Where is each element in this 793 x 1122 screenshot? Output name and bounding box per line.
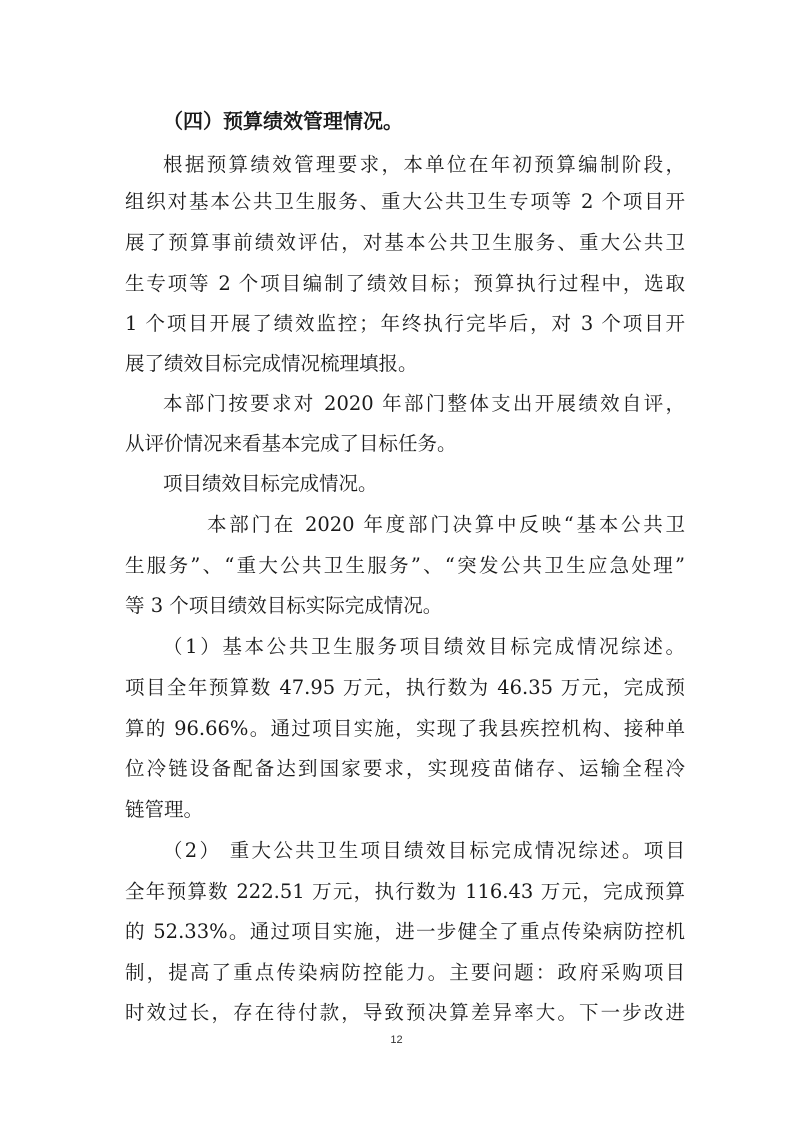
- paragraph-line: 从评价情况来看基本完成了目标任务。: [125, 432, 457, 455]
- paragraph-line: 生服务”、“重大公共卫生服务”、“突发公共卫生应急处理”: [125, 554, 685, 577]
- page-number: 12: [390, 1034, 403, 1046]
- paragraph-line: 项目全年预算数 47.95 万元，执行数为 46.35 万元，完成预: [125, 676, 685, 699]
- paragraph-line: 展了绩效目标完成情况梳理填报。: [125, 352, 418, 375]
- paragraph-line: 时效过长，存在待付款，导致预决算差异率大。下一步改进: [125, 1001, 685, 1024]
- paragraph-line: （2） 重大公共卫生项目绩效目标完成情况综述。项目: [163, 839, 685, 862]
- section-heading: （四）预算绩效管理情况。: [163, 109, 403, 133]
- paragraph-line: 组织对基本公共卫生服务、重大公共卫生专项等 2 个项目开: [125, 190, 685, 213]
- paragraph-line: （1）基本公共卫生服务项目绩效目标完成情况综述。: [163, 635, 685, 658]
- paragraph-line: 算的 96.66%。通过项目实施，实现了我县疾控机构、接种单: [125, 717, 685, 740]
- paragraph-line: 等 3 个项目绩效目标实际完成情况。: [125, 594, 443, 617]
- paragraph-line: 链管理。: [125, 798, 204, 821]
- paragraph-line: 位冷链设备配备达到国家要求，实现疫苗储存、运输全程冷: [125, 757, 685, 780]
- paragraph-line: 制，提高了重点传染病防控能力。主要问题：政府采购项目: [125, 961, 685, 984]
- paragraph-line: 根据预算绩效管理要求，本单位在年初预算编制阶段，: [163, 153, 685, 176]
- paragraph-line: 全年预算数 222.51 万元，执行数为 116.43 万元，完成预算: [125, 880, 685, 903]
- paragraph-line: 的 52.33%。通过项目实施，进一步健全了重点传染病防控机: [125, 920, 685, 943]
- paragraph-line: 本部门按要求对 2020 年部门整体支出开展绩效自评，: [163, 392, 685, 415]
- paragraph-line: 项目绩效目标完成情况。: [163, 472, 378, 495]
- paragraph-line: 本部门在 2020 年度部门决算中反映“基本公共卫: [207, 513, 685, 536]
- paragraph-line: 1 个项目开展了绩效监控；年终执行完毕后，对 3 个项目开: [125, 312, 685, 335]
- paragraph-line: 展了预算事前绩效评估，对基本公共卫生服务、重大公共卫: [125, 231, 685, 254]
- paragraph-line: 生专项等 2 个项目编制了绩效目标；预算执行过程中，选取: [125, 272, 685, 295]
